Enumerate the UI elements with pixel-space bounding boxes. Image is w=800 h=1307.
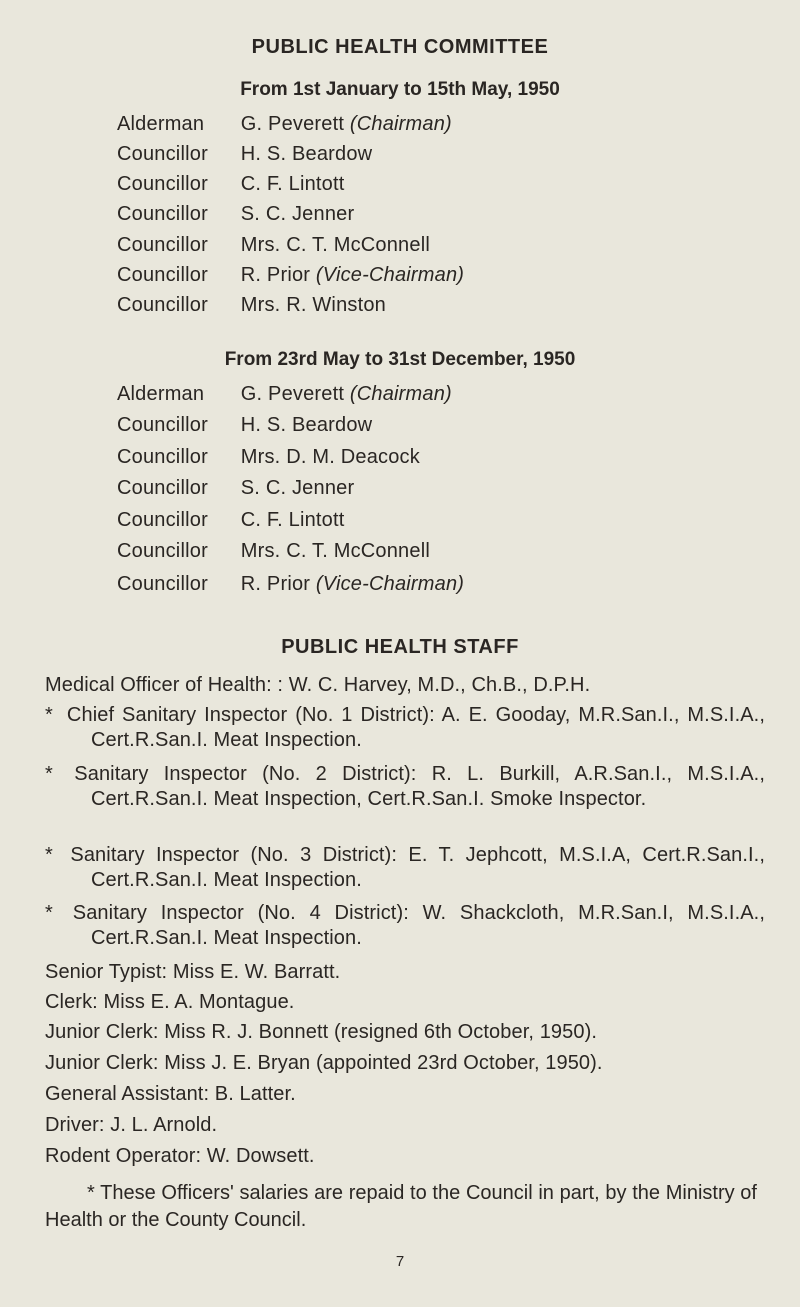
period2-member: Councillor C. F. Lintott — [117, 509, 345, 531]
period1-member: Councillor H. S. Beardow — [117, 143, 373, 165]
period2-heading: From 23rd May to 31st December, 1950 — [224, 349, 576, 370]
period1-heading: From 1st January to 15th May, 1950 — [240, 79, 560, 100]
period1-member: Councillor Mrs. R. Winston — [117, 294, 387, 316]
period2-member: Councillor R. Prior (Vice-Chairman) — [117, 573, 465, 595]
period1-member: Alderman G. Peverett (Chairman) — [117, 113, 452, 135]
period1-member: Councillor C. F. Lintott — [117, 173, 345, 195]
staff-entry: * Sanitary Inspector (No. 3 District): E. T. Jephcott, M.S.I.A, Cert.R.San.I., Cert.R.San.I. Meat Inspection. — [45, 844, 765, 891]
footnote: * These Officers' salaries are repaid to the Council in part, by the Ministry of Health or the County Council. — [45, 1182, 757, 1231]
period2-member: Councillor Mrs. C. T. McConnell — [117, 540, 430, 562]
staff-entry: Senior Typist: Miss E. W. Barratt. — [45, 961, 341, 983]
staff-entry: Medical Officer of Health: : W. C. Harvey, M.D., Ch.B., D.P.H. — [45, 674, 591, 696]
period1-member: Councillor Mrs. C. T. McConnell — [117, 234, 430, 256]
period2-member: Councillor Mrs. D. M. Deacock — [117, 446, 420, 468]
staff-entry: * Sanitary Inspector (No. 4 District): W. Shackcloth, M.R.San.I, M.S.I.A., Cert.R.San.I. Meat Inspection. — [45, 902, 765, 949]
staff-entry: * Sanitary Inspector (No. 2 District): R. L. Burkill, A.R.San.I., M.S.I.A., Cert.R.San.I. Meat Inspection, Cert.R.San.I. Smoke Inspector. — [45, 763, 765, 810]
staff-entry: Rodent Operator: W. Dowsett. — [45, 1145, 315, 1167]
staff-entry: Junior Clerk: Miss J. E. Bryan (appointed 23rd October, 1950). — [45, 1052, 603, 1074]
page-number: 7 — [395, 1253, 405, 1270]
period2-member: Councillor S. C. Jenner — [117, 477, 355, 499]
period2-member: Alderman G. Peverett (Chairman) — [117, 383, 452, 405]
staff-entry: * Chief Sanitary Inspector (No. 1 District): A. E. Gooday, M.R.San.I., M.S.I.A., Cert.R.San.I. Meat Inspection. — [45, 704, 765, 751]
staff-entry: Driver: J. L. Arnold. — [45, 1114, 218, 1136]
period1-member: Councillor R. Prior (Vice-Chairman) — [117, 264, 465, 286]
staff-entry: Junior Clerk: Miss R. J. Bonnett (resigned 6th October, 1950). — [45, 1021, 598, 1043]
period1-member: Councillor S. C. Jenner — [117, 203, 355, 225]
staff-entry: General Assistant: B. Latter. — [45, 1083, 296, 1105]
period2-member: Councillor H. S. Beardow — [117, 414, 373, 436]
staff-heading: PUBLIC HEALTH STAFF — [281, 636, 519, 658]
staff-entry: Clerk: Miss E. A. Montague. — [45, 991, 295, 1013]
committee-heading: PUBLIC HEALTH COMMITTEE — [251, 36, 549, 58]
